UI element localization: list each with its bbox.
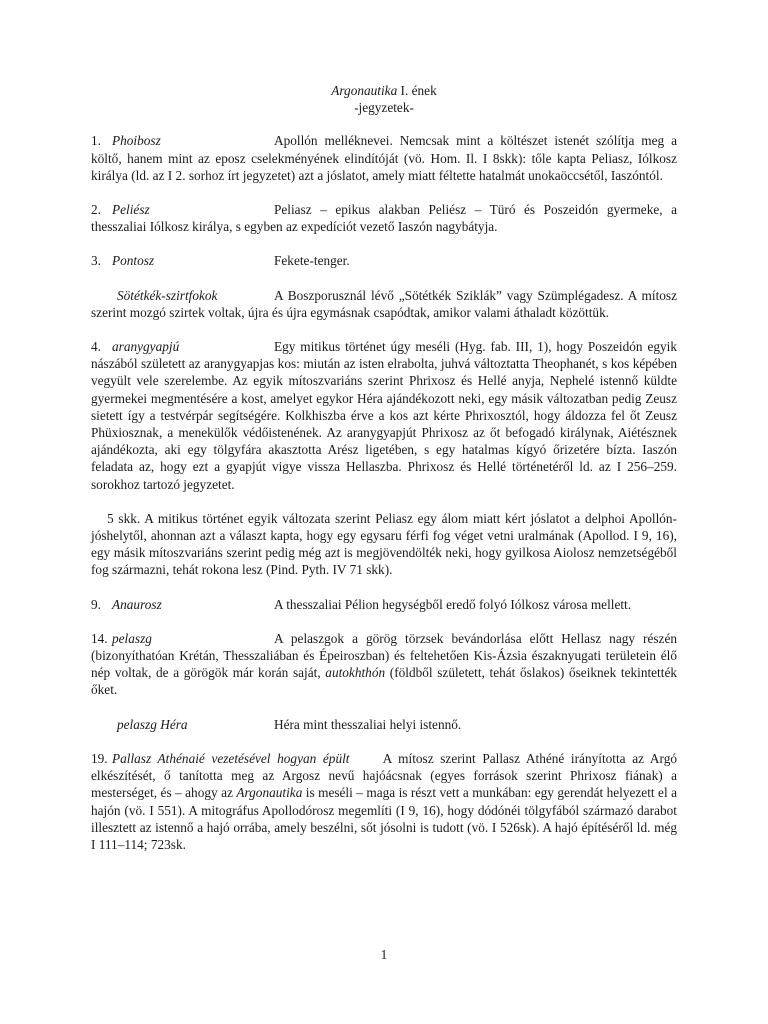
note-head (91, 596, 274, 613)
note-text: (földből született, tehát őslakos) őseiknek tekintették őket. (91, 665, 677, 698)
note-number: 2. (91, 202, 101, 218)
note-lemma: Phoibosz (112, 133, 161, 149)
title-rest: I. ének (397, 83, 437, 98)
note-text: is meséli – maga is részt vett a munkában: egy gerendát helyezett el a hajón (vö. I 551). A mitográfus Apollodórosz megemlíti (I 9, 16), hogy dódónéi tölgyfából származó darabot illesztett az istennő a hajó orrába, amely beszélni, sőt jósolni is tudott (vö. I 526sk). A hajó építéséről ld. még I 111–114; 723sk. (91, 785, 677, 852)
note-text: Peliasz – epikus alakban Peliész – Türó és Poszeidón gyermeke, a thesszaliai Iólkosz királya, s egyben az expedíciót vezető Iaszón nagybátyja. (91, 202, 677, 235)
page-title (91, 82, 677, 99)
note-entry (91, 201, 677, 235)
note-lemma: aranygyapjú (112, 339, 180, 355)
note-entry (91, 630, 677, 699)
note-text-italic: autokhthón (325, 665, 386, 681)
note-number: 1. (91, 133, 101, 149)
note-lemma: Anaurosz (112, 596, 162, 612)
page-subtitle: -jegyzetek- (354, 100, 414, 116)
note-head (91, 132, 274, 149)
note-lemma: Pontosz (112, 253, 155, 269)
note-text: Apollón melléknevei. Nemcsak mint a költészet istenét szólítja meg a költő, hanem mint az eposz cselekményének elindítóját (vö. Hom. Il. I 8skk): tőle kapta Peliasz, Iólkosz királya (ld. az I 2. sorhoz írt jegyzetet) azt a jóslatot, amely miatt féltette hatalmát unokaöccsétől, Iaszóntól. (91, 133, 677, 183)
note-entry (91, 338, 677, 493)
note-text: Fekete-tenger. (274, 253, 350, 269)
note-lemma: pelaszg Héra (117, 716, 188, 732)
note-lemma: Sötétkék-szirtfokok (117, 287, 218, 303)
note-text: A Boszporusznál lévő „Sötétkék Sziklák” vagy Szümplégadesz. A mítosz szerint mozgó szirtek voltak, újra és újra egymásnak csapódtak, amikor valami áthaladt közöttük. (91, 287, 677, 320)
note-text: 5 skk. A mitikus történet egyik változata szerint Peliasz egy álom miatt kért jóslatot a delphoi Apollón-jóshelytől, ahonnan azt a választ kapta, hogy egy egysaru férfi fog véget vetni uralmának (Apollod. I 9, 16), egy másik mítoszvariáns szerint pedig még azt is megjövendölték neki, hogy gyilkosa Aiolosz nemzetségéből fog származni, tehát rokona lesz (Pind. Pyth. IV 71 skk). (91, 510, 677, 578)
note-number: 14. (91, 630, 108, 646)
note-head (91, 716, 274, 733)
note-head (91, 630, 274, 647)
note-text: A pelaszgok a görög törzsek bevándorlása előtt Hellasz nagy részén (bizonyíthatóan Krétán, Thesszaliában és Épeiroszban) és feltehetően Kis-Ázsia északnyugati területein élő nép voltak, de a görögök már korán saját, (91, 630, 677, 681)
note-entry (91, 132, 677, 184)
document-page (91, 82, 677, 870)
note-head (91, 338, 274, 355)
note-lemma: pelaszg (112, 630, 152, 646)
note-entry (91, 252, 677, 269)
note-head (91, 201, 274, 218)
note-head (91, 252, 274, 269)
note-entry (91, 750, 677, 853)
note-entry (91, 716, 677, 733)
note-entry (91, 510, 677, 579)
note-text-italic: Argonautika (236, 785, 303, 801)
note-text: A mítosz szerint Pallasz Athéné irányította az Argó elkészítését, ő tanította meg az Argosz nevű hajóácsnak (egyes források szerint Phrixosz fiának) a mesterséget, és – ahogy az (91, 750, 678, 801)
note-head (91, 287, 274, 304)
page-number: 1 (380, 947, 388, 962)
note-entry (91, 287, 677, 321)
note-text: A thesszaliai Pélion hegységből eredő folyó Iólkosz városa mellett. (274, 596, 632, 612)
note-number: 9. (91, 596, 101, 612)
note-text: Héra mint thesszaliai helyi istennő. (274, 716, 462, 732)
title-italic: Argonautika (331, 83, 398, 98)
note-text: Egy mitikus történet úgy meséli (Hyg. fab. III, 1), hogy Poszeidón egyik nászából született az aranygyapjas kos: miután az isten elrabolta, juhvá változtatta Theophanét, s kos képében vegyült vele szerelembe. Az egyik mítoszvariáns szerint Phrixosz és Hellé anyja, Nephelé istennő küldte gyermekei megmentésére a kost, amelyet egykor Héra ajándékozott neki, egy másik változatban pedig Zeusz sietett így a testvérpár segítségére. Kolkhiszba érve a kos azt kérte Phrixosztól, hogy áldozza fel őt Zeusz Phüxiosznak, a menekülők védőistenének. Az aranygyapjút Phrixosz az őt befogadó királynak, Aiétésznek ajándékozta, aki egy tölgyfára akasztotta Arész ligetében, s egy hatalmas kígyó őrizetére bízta. Iaszón feladata az, hogy ezt a gyapjút vigye vissza Hellaszba. Phrixosz és Hellé történetéről ld. az I 256–259. sorokhoz tartozó jegyzetet. (91, 339, 677, 492)
note-number: 3. (91, 253, 101, 269)
note-number: 4. (91, 339, 101, 355)
note-number: 19. (91, 750, 108, 766)
note-lemma: Peliész (112, 202, 150, 218)
note-lemma: Pallasz Athénaié vezetésével hogyan épült (112, 750, 350, 766)
note-entry (91, 596, 677, 613)
